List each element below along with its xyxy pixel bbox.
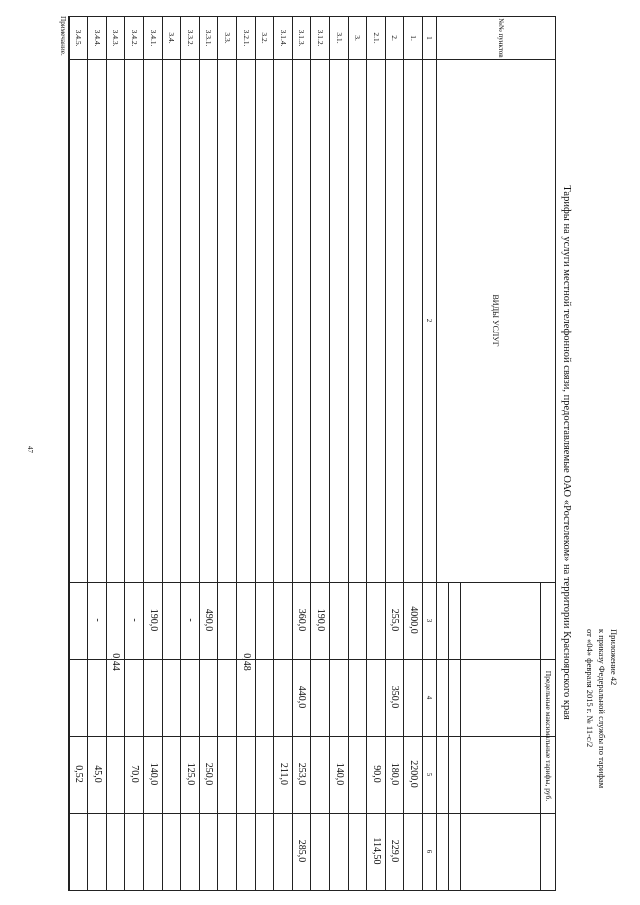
row-number: 2.	[390, 35, 400, 41]
tariff-value: 190,0	[315, 608, 326, 632]
tariff-value: 140,0	[147, 762, 159, 786]
tariff-value: 490,0	[203, 608, 215, 632]
column-number: 5	[425, 772, 433, 777]
table-hline	[448, 582, 449, 890]
table-vline	[69, 813, 555, 814]
tariff-value: 4000,0	[408, 606, 419, 634]
tariff-value: 114,50	[370, 837, 382, 865]
row-number: 2.1.	[371, 32, 381, 44]
table-row-divider	[236, 17, 237, 890]
table-row-divider	[87, 17, 88, 890]
table-hline	[540, 582, 541, 890]
column-number: 1	[425, 36, 433, 40]
table-row-divider	[310, 17, 311, 890]
footnote-label: Примечание.	[59, 16, 67, 56]
approval-line-1: Приложение 42	[609, 629, 619, 686]
column-number: 3	[425, 618, 433, 623]
table-row-divider	[143, 17, 144, 890]
page-number: 47	[26, 446, 34, 453]
table-vline	[69, 59, 555, 60]
row-number: 1.	[409, 35, 418, 41]
tariff-value: 285,0	[296, 839, 308, 863]
tariff-value: 440,0	[296, 685, 308, 709]
tariff-value: 0,48	[240, 653, 252, 671]
document-title: Тарифы на услуги местной телефонной связи, предоставляемые ОАО «Ростелеком» на территории Красноярского края	[561, 185, 572, 720]
table-row-divider	[329, 17, 330, 890]
approval-line-2: к приказу Федеральной службы по тарифам	[597, 629, 607, 789]
table-hline	[436, 17, 437, 890]
table-row-divider	[124, 17, 125, 890]
row-number: 3.2.1.	[241, 29, 251, 47]
row-number: 3.4.4.	[92, 29, 102, 47]
row-number: 3.1.4.	[278, 29, 288, 47]
footnote	[58, 16, 67, 889]
table-row-divider	[162, 17, 163, 890]
tariff-document	[20, 16, 620, 889]
row-number: 3.1.2.	[316, 29, 325, 47]
table-row-divider	[217, 17, 218, 890]
tariff-value: 350,0	[389, 685, 401, 709]
tariff-value: 125,0	[184, 762, 196, 786]
row-number: 3.3.	[223, 32, 232, 44]
row-number: 3.2.	[260, 32, 270, 44]
table-vline	[69, 659, 555, 660]
column-number: 6	[425, 849, 433, 854]
row-number: 3.4.3.	[111, 29, 121, 47]
table-row-divider	[292, 17, 293, 890]
tariff-value: -	[129, 618, 140, 622]
table-row-divider	[366, 17, 367, 890]
row-number: 3.4.2.	[130, 29, 139, 47]
table-row-divider	[403, 17, 404, 890]
row-number: 3.3.2.	[185, 29, 195, 47]
row-number: 3.4.5.	[74, 29, 84, 47]
tariff-value: 229,0	[389, 839, 401, 863]
table-hline	[460, 582, 461, 890]
tariff-value: 70,0	[129, 765, 140, 783]
row-number: 3.	[353, 35, 363, 41]
table-row-divider	[106, 17, 107, 890]
row-number: 3.1.3.	[297, 29, 307, 47]
tariff-value: 140,0	[333, 762, 345, 786]
tariff-value: 253,0	[296, 762, 308, 786]
tariff-table	[68, 16, 556, 891]
table-hline	[422, 17, 423, 890]
table-row-divider	[385, 17, 386, 890]
column-number: 2	[425, 318, 433, 323]
row-number: 3.3.1.	[204, 29, 214, 47]
tariff-value: -	[184, 618, 196, 622]
row-number: 3.1.	[334, 32, 344, 44]
tariff-value: 0,52	[73, 765, 85, 783]
header-tariffs: Предельные максимальные тарифы, руб.	[544, 670, 553, 802]
header-services: ВИДЫ УСЛУГ	[491, 294, 500, 347]
column-number: 4	[425, 695, 433, 700]
approval-line-3: от «04» февраля 2015 г. № 11-с/2	[585, 629, 595, 748]
tariff-value: 255,0	[389, 608, 401, 632]
tariff-value: 190,0	[147, 608, 159, 632]
tariff-value: 90,0	[370, 765, 382, 783]
table-vline	[69, 582, 555, 583]
table-vline	[69, 736, 555, 737]
tariff-value: 250,0	[203, 762, 215, 786]
table-row-divider	[348, 17, 349, 890]
table-row-divider	[69, 17, 70, 890]
tariff-value: 360,0	[296, 608, 308, 632]
tariff-value: -	[91, 618, 103, 622]
tariff-value: 180,0	[389, 762, 401, 786]
table-row-divider	[255, 17, 256, 890]
table-row-divider	[180, 17, 181, 890]
tariff-value: 0,44	[110, 653, 122, 671]
tariff-value: 211,0	[277, 762, 289, 786]
table-row-divider	[199, 17, 200, 890]
tariff-value: 45,0	[91, 765, 103, 783]
row-number: 3.4.1.	[148, 29, 158, 47]
table-row-divider	[273, 17, 274, 890]
header-num: №№ пунктов	[497, 18, 505, 58]
row-number: 3.4.	[167, 32, 177, 44]
approval-stamp	[584, 629, 620, 889]
tariff-value: 2200,0	[408, 760, 419, 788]
